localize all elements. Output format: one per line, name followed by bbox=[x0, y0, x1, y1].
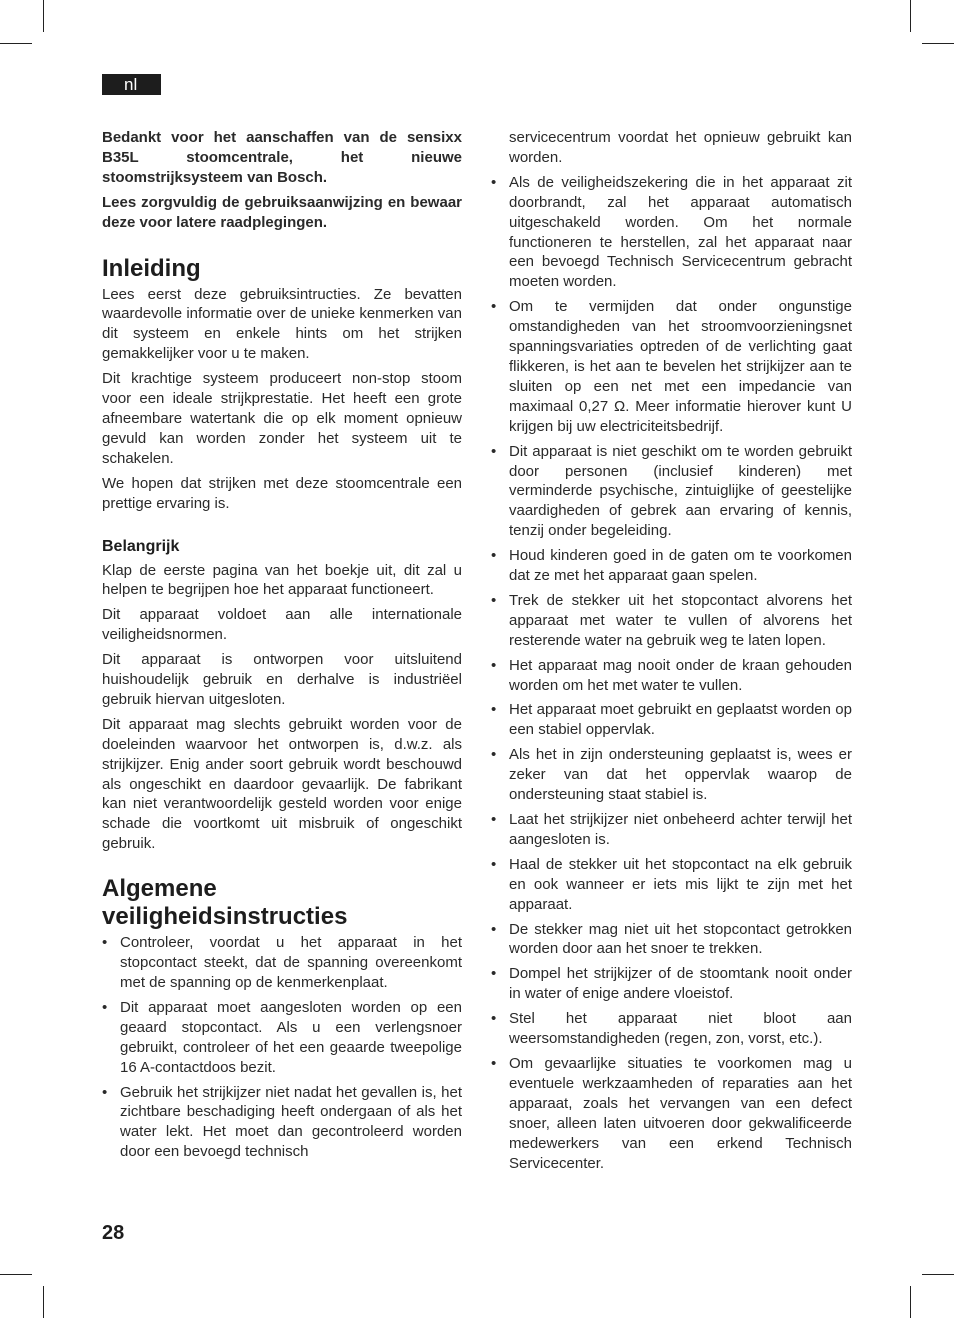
list-item: • Dit apparaat moet aangesloten worden op een geaard stopcontact. Als u een verlengsnoer gebruikt, controleer of het een geaarde tweepolige 16 A-contactdoos bezit. bbox=[102, 998, 462, 1076]
list-item: • Stel het apparaat niet bloot aan weersomstandigheden (regen, zon, vorst, etc.). bbox=[491, 1010, 852, 1048]
bullet-icon: • bbox=[491, 547, 497, 565]
list-item: • Dompel het strijkijzer of de stoomtank nooit onder in water of enige andere vloeistof. bbox=[491, 965, 852, 1003]
bullet-icon: • bbox=[102, 998, 108, 1016]
heading-veiligheid-line2: veiligheidsinstructies bbox=[102, 903, 348, 931]
bullet-icon: • bbox=[491, 442, 497, 460]
list-item: • Als de veiligheidszekering die in het apparaat zit doorbrandt, zal het apparaat automatisch uitgeschakeld worden. Om het normale functioneren te herstellen, zal het apparaat naar een bevoegd Technisch Servicecentrum gebracht moeten worden. bbox=[491, 173, 852, 291]
bullet-icon: • bbox=[491, 591, 497, 609]
crop-mark bbox=[910, 0, 911, 32]
list-item-continuation: servicecentrum voordat het opnieuw gebruikt kan worden. bbox=[509, 129, 852, 166]
bullet-icon: • bbox=[491, 855, 497, 873]
safety-list-left bbox=[102, 933, 462, 1162]
bullet-icon: • bbox=[491, 298, 497, 316]
heading-belangrijk: Belangrijk bbox=[102, 537, 180, 555]
inleiding-paragraph: Lees eerst deze gebruiksintructies. Ze bevatten waardevolle informatie over de unieke kenmerken van dit systeem en enkele hints om het strijken gemakkelijker voor u te maken. bbox=[102, 285, 462, 363]
bullet-icon: • bbox=[491, 811, 497, 828]
bullet-icon: • bbox=[491, 656, 497, 674]
bullet-icon: • bbox=[102, 1083, 108, 1101]
safety-list-right bbox=[491, 173, 852, 1174]
left-column bbox=[102, 128, 462, 1167]
crop-mark bbox=[922, 43, 954, 44]
list-item: • De stekker mag niet uit het stopcontact getrokken worden door aan het snoer te trekken. bbox=[491, 920, 852, 958]
list-item: • Om te vermijden dat onder ongunstige omstandigheden van het stroomvoorzieningsnet spanningsvariaties optreden of de verlichting gaat flikkeren, is het aan te bevelen het strijkijzer aan te sluiten op een net met een impedancie van maximaal 0,27 Ω. Meer informatie hierover kunt U krijgen bij uw electriciteitsbedrijf. bbox=[491, 298, 852, 435]
list-item: • Controleer, voordat u het apparaat in het stopcontact steekt, dat de spanning overeenkomt met de spanning op de kenmerkenplaat. bbox=[102, 934, 462, 991]
bullet-icon: • bbox=[491, 920, 497, 938]
heading-veiligheid-line1: Algemene bbox=[102, 875, 217, 903]
crop-mark bbox=[43, 0, 44, 32]
heading-inleiding: Inleiding bbox=[102, 254, 201, 282]
crop-mark bbox=[0, 1274, 32, 1275]
list-item: • Houd kinderen goed in de gaten om te voorkomen dat ze met het apparaat gaan spelen. bbox=[491, 547, 852, 585]
language-badge: nl bbox=[102, 74, 161, 95]
belangrijk-paragraph: Dit apparaat voldoet aan alle internationale veiligheidsnormen. bbox=[102, 606, 462, 644]
crop-mark bbox=[0, 43, 32, 44]
crop-mark bbox=[43, 1286, 44, 1318]
list-item: • Haal de stekker uit het stopcontact na elk gebruik en ook wanneer er iets mis lijkt te zijn met het apparaat. bbox=[491, 855, 852, 913]
bullet-icon: • bbox=[491, 1010, 497, 1028]
list-item: • Trek de stekker uit het stopcontact alvorens het apparaat met water te vullen of alvorens het resterende water na gebruik weg te laten lopen. bbox=[491, 591, 852, 649]
intro-thanks: Bedankt voor het aanschaffen van de sensixx B35L stoomcentrale, het nieuwe stoomstrijksysteem van Bosch. bbox=[102, 129, 462, 186]
bullet-icon: • bbox=[491, 701, 497, 719]
list-item: • Dit apparaat is niet geschikt om te worden gebruikt door personen (inclusief kinderen) met verminderde psychische, zintuiglijke of geestelijke vaardigheden of gebrek aan ervaring of kennis, tenzij onder begeleiding. bbox=[491, 442, 852, 540]
right-column bbox=[491, 128, 852, 1178]
list-item: • Het apparaat mag nooit onder de kraan gehouden worden om het met water te vullen. bbox=[491, 656, 852, 694]
bullet-icon: • bbox=[491, 965, 497, 983]
list-item: • Om gevaarlijke situaties te voorkomen mag u eventuele werkzaamheden of reparaties aan het apparaat, zoals het vervangen van een defect snoer, alleen laten uitvoeren door gekwalificeerde medewerkers van een erkend Technisch Servicecenter. bbox=[491, 1054, 852, 1172]
page-number: 28 bbox=[102, 1222, 125, 1244]
bullet-icon: • bbox=[491, 746, 497, 764]
heading-veiligheid bbox=[102, 875, 462, 931]
list-item: • Gebruik het strijkijzer niet nadat het gevallen is, het zichtbare beschadiging heeft ondergaan of als het water lekt. Het moet dan gecontroleerd worden door een bevoegd technisch bbox=[102, 1083, 462, 1161]
intro-read-carefully: Lees zorgvuldig de gebruiksaanwijzing en bewaar deze voor latere raadplegingen. bbox=[102, 193, 462, 231]
list-item: • Laat het strijkijzer niet onbeheerd achter terwijl het aangesloten is. bbox=[491, 811, 852, 848]
bullet-icon: • bbox=[491, 173, 497, 191]
belangrijk-paragraph: Dit apparaat mag slechts gebruikt worden voor de doeleinden waarvoor het ontworpen is, d.w.z. als strijkijzer. Enig ander soort gebruik wordt beschouwd als ongeschikt en daardoor gevaarlijk. De fabrikant kan niet verantwoordelijk gesteld worden voor enige schade die voortkomt uit misbruik of ongeschikt gebruik. bbox=[102, 715, 462, 853]
inleiding-paragraph: We hopen dat strijken met deze stoomcentrale een prettige ervaring is. bbox=[102, 474, 462, 512]
list-item: • Het apparaat moet gebruikt en geplaatst worden op een stabiel oppervlak. bbox=[491, 701, 852, 739]
belangrijk-paragraph: Klap de eerste pagina van het boekje uit, dit zal u helpen te begrijpen hoe het apparaat functioneert. bbox=[102, 561, 462, 599]
belangrijk-paragraph: Dit apparaat is ontworpen voor uitsluitend huishoudelijk gebruik en derhalve is industriëel gebruik hiervan uitgesloten. bbox=[102, 651, 462, 708]
inleiding-paragraph: Dit krachtige systeem produceert non-stop stoom voor een ideale strijkprestatie. Het heeft een grote afneembare watertank die op elk moment opnieuw gevuld kan worden zonder het systeem uit te schakelen. bbox=[102, 370, 462, 467]
list-item: • Als het in zijn ondersteuning geplaatst is, wees er zeker van dat het oppervlak waarop de ondersteuning staat stabiel is. bbox=[491, 746, 852, 804]
bullet-icon: • bbox=[491, 1054, 497, 1072]
bullet-icon: • bbox=[102, 934, 108, 952]
crop-mark bbox=[922, 1274, 954, 1275]
crop-mark bbox=[910, 1286, 911, 1318]
